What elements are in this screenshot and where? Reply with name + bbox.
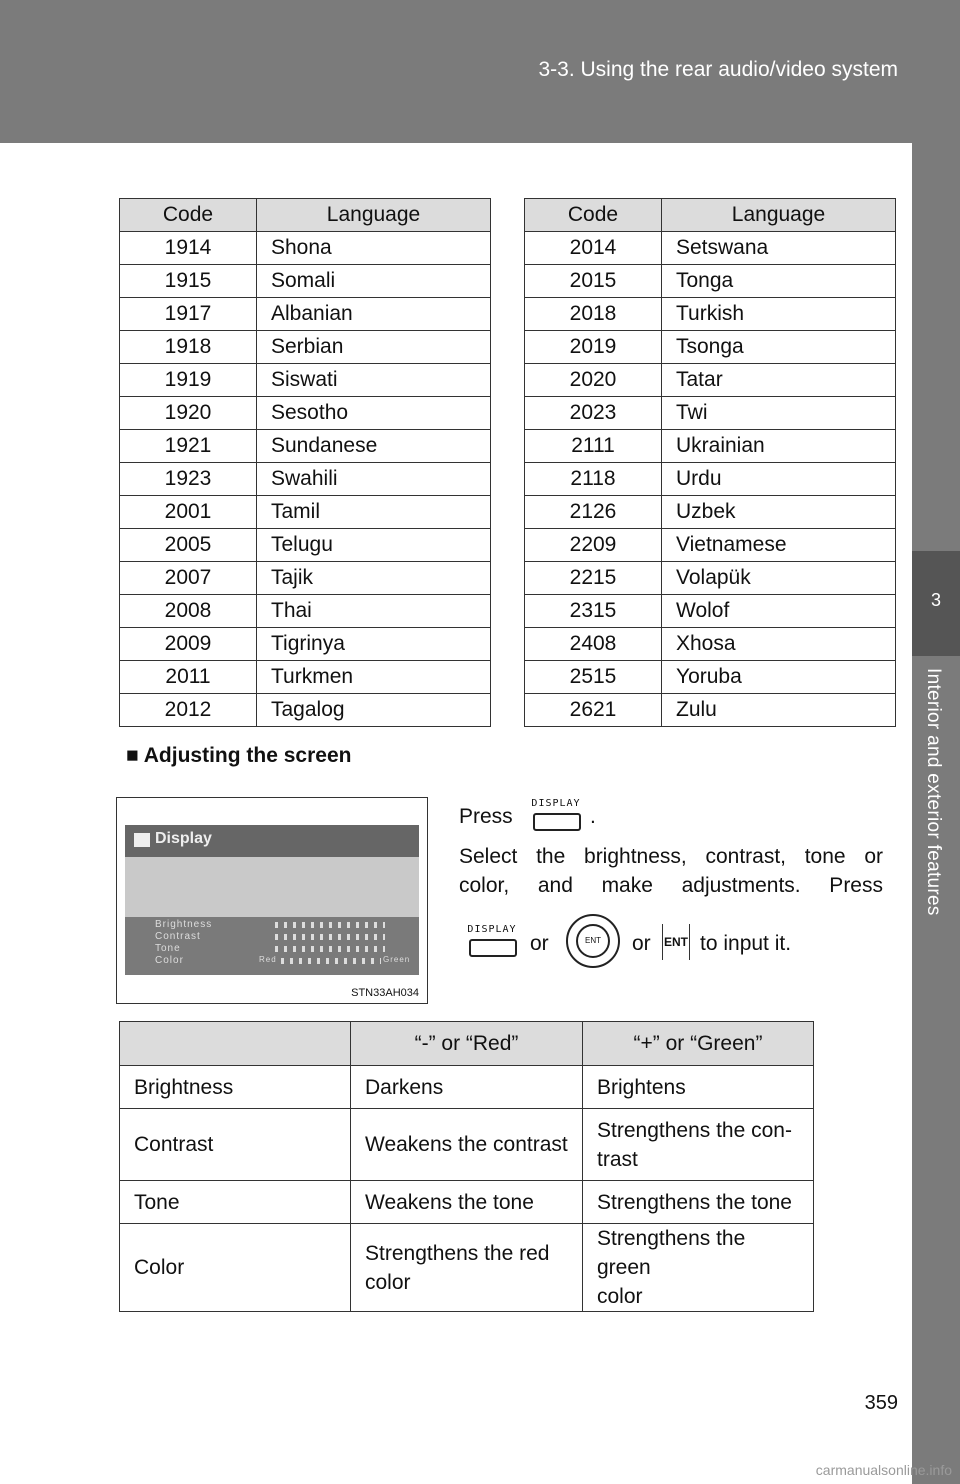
display-button-label: DISPLAY [467, 924, 517, 935]
language-code: 2009 [120, 628, 257, 661]
language-code: 2011 [120, 661, 257, 694]
adj-header-minus: “-” or “Red” [351, 1022, 583, 1066]
language-code: 2408 [525, 628, 662, 661]
table-row [525, 496, 896, 529]
level-bar-contrast [275, 934, 385, 940]
table-row [525, 430, 896, 463]
col-header-language: Language [257, 199, 491, 232]
adj-header-blank [120, 1022, 351, 1066]
col-header-code: Code [120, 199, 257, 232]
screen-row-color: Color [155, 955, 184, 966]
display-button-label: DISPLAY [531, 798, 581, 809]
setting-name: Tone [120, 1181, 351, 1224]
language-name: Yoruba [662, 661, 896, 694]
language-name: Setswana [662, 232, 896, 265]
language-code: 2315 [525, 595, 662, 628]
language-name: Tajik [257, 562, 491, 595]
table-row [120, 298, 491, 331]
instr-or-1: or [530, 932, 549, 955]
language-code: 2023 [525, 397, 662, 430]
language-name: Urdu [662, 463, 896, 496]
screen-title-bar [125, 825, 419, 857]
minus-effect: Weakens the tone [351, 1181, 583, 1224]
table-row [120, 1066, 814, 1109]
table-row [120, 331, 491, 364]
language-name: Somali [257, 265, 491, 298]
table-row [120, 628, 491, 661]
display-icon [134, 833, 150, 847]
language-name: Thai [257, 595, 491, 628]
plus-effect: Strengthens the green color [583, 1224, 814, 1312]
table-row [525, 364, 896, 397]
language-code: 2020 [525, 364, 662, 397]
language-name: Xhosa [662, 628, 896, 661]
screen-row-tone: Tone [155, 943, 181, 954]
table-row [120, 496, 491, 529]
table-row [525, 628, 896, 661]
language-code: 1919 [120, 364, 257, 397]
language-name: Sundanese [257, 430, 491, 463]
screen-row-contrast: Contrast [155, 931, 201, 942]
language-code: 2118 [525, 463, 662, 496]
instr-line1: Select the brightness, contrast, tone or [459, 845, 883, 868]
language-name: Albanian [257, 298, 491, 331]
ent-dial-label: ENT [576, 924, 610, 958]
language-code: 2001 [120, 496, 257, 529]
screen-title: Display [155, 830, 212, 847]
table-row [120, 1109, 814, 1181]
language-name: Tonga [662, 265, 896, 298]
language-code: 2015 [525, 265, 662, 298]
table-row [120, 430, 491, 463]
screen-row-brightness: Brightness [155, 919, 213, 930]
language-name: Wolof [662, 595, 896, 628]
chapter-number: 3 [930, 590, 941, 610]
side-tab-top [912, 143, 960, 551]
language-name: Swahili [257, 463, 491, 496]
plus-effect: Strengthens the tone [583, 1181, 814, 1224]
language-name: Tatar [662, 364, 896, 397]
table-row [525, 397, 896, 430]
language-code: 2018 [525, 298, 662, 331]
instr-or-2: or [632, 932, 651, 955]
language-name: Ukrainian [662, 430, 896, 463]
display-button-shape [469, 939, 517, 957]
language-name: Sesotho [257, 397, 491, 430]
table-row [120, 529, 491, 562]
setting-name: Brightness [120, 1066, 351, 1109]
language-name: Telugu [257, 529, 491, 562]
table-row [525, 298, 896, 331]
table-row [120, 694, 491, 727]
screen-adjust-rows [125, 917, 419, 975]
col-header-code: Code [525, 199, 662, 232]
table-row [525, 265, 896, 298]
language-code: 2019 [525, 331, 662, 364]
language-code: 2126 [525, 496, 662, 529]
language-name: Vietnamese [662, 529, 896, 562]
language-table-right [524, 198, 896, 727]
table-row [120, 397, 491, 430]
language-name: Tagalog [257, 694, 491, 727]
language-name: Twi [662, 397, 896, 430]
display-screen [125, 825, 419, 975]
col-header-language: Language [662, 199, 896, 232]
table-row [525, 232, 896, 265]
language-code: 1923 [120, 463, 257, 496]
language-table-left [119, 198, 491, 727]
plus-effect: Brightens [583, 1066, 814, 1109]
language-code: 2515 [525, 661, 662, 694]
screen-color-red: Red [259, 955, 277, 964]
display-button-shape [533, 813, 581, 831]
plus-effect: Strengthens the con- trast [583, 1109, 814, 1181]
table-row [525, 595, 896, 628]
language-name: Tamil [257, 496, 491, 529]
table-row [525, 694, 896, 727]
minus-effect: Strengthens the red color [351, 1224, 583, 1312]
minus-effect: Darkens [351, 1066, 583, 1109]
table-row [120, 595, 491, 628]
language-code: 2209 [525, 529, 662, 562]
table-row [120, 232, 491, 265]
page-number: 359 [864, 1392, 898, 1414]
table-row [120, 364, 491, 397]
language-code: 2111 [525, 430, 662, 463]
setting-name: Contrast [120, 1109, 351, 1181]
language-code: 1918 [120, 331, 257, 364]
table-row [120, 1181, 814, 1224]
language-name: Siswati [257, 364, 491, 397]
table-row [120, 562, 491, 595]
ent-key-icon: ENT [662, 924, 690, 960]
level-bar-brightness [275, 922, 385, 928]
language-name: Turkmen [257, 661, 491, 694]
table-row [525, 331, 896, 364]
language-code: 2215 [525, 562, 662, 595]
language-code: 2014 [525, 232, 662, 265]
adj-header-plus: “+” or “Green” [583, 1022, 814, 1066]
language-code: 2008 [120, 595, 257, 628]
instr-period: . [590, 805, 596, 828]
display-button-icon [530, 798, 582, 832]
instr-end: to input it. [700, 932, 792, 955]
language-code: 2621 [525, 694, 662, 727]
language-code: 2012 [120, 694, 257, 727]
bullet-square: ■ [126, 744, 139, 767]
screen-color-green: Green [383, 955, 411, 964]
page-header [0, 0, 960, 143]
figure-code: STN33AH034 [351, 987, 419, 999]
display-button-icon-2 [466, 924, 518, 958]
language-name: Tsonga [662, 331, 896, 364]
section-heading: 3-3. Using the rear audio/video system [538, 58, 898, 81]
instr-line2: color, and make adjustments. Press [459, 874, 883, 897]
language-name: Shona [257, 232, 491, 265]
section-title-text: Adjusting the screen [143, 744, 352, 767]
minus-effect: Weakens the contrast [351, 1109, 583, 1181]
language-code: 2007 [120, 562, 257, 595]
language-code: 1917 [120, 298, 257, 331]
language-code: 1914 [120, 232, 257, 265]
watermark: carmanualsonline.info [815, 1462, 952, 1478]
language-name: Turkish [662, 298, 896, 331]
language-name: Volapük [662, 562, 896, 595]
chapter-label: Interior and exterior features [923, 668, 944, 916]
language-code: 1920 [120, 397, 257, 430]
adjustment-table [119, 1021, 814, 1312]
table-row [120, 265, 491, 298]
table-row [120, 661, 491, 694]
section-title [126, 744, 351, 768]
screen-illustration [116, 797, 428, 1004]
ent-dial-icon [566, 914, 620, 968]
language-code: 1915 [120, 265, 257, 298]
language-code: 2005 [120, 529, 257, 562]
language-name: Tigrinya [257, 628, 491, 661]
table-row [525, 661, 896, 694]
level-bar-tone [275, 946, 385, 952]
language-name: Serbian [257, 331, 491, 364]
table-row [120, 1224, 814, 1312]
language-name: Uzbek [662, 496, 896, 529]
table-row [525, 463, 896, 496]
instr-press: Press [459, 805, 513, 828]
language-name: Zulu [662, 694, 896, 727]
table-row [120, 463, 491, 496]
table-row [525, 529, 896, 562]
setting-name: Color [120, 1224, 351, 1312]
language-code: 1921 [120, 430, 257, 463]
table-row [525, 562, 896, 595]
level-bar-color [281, 958, 381, 964]
